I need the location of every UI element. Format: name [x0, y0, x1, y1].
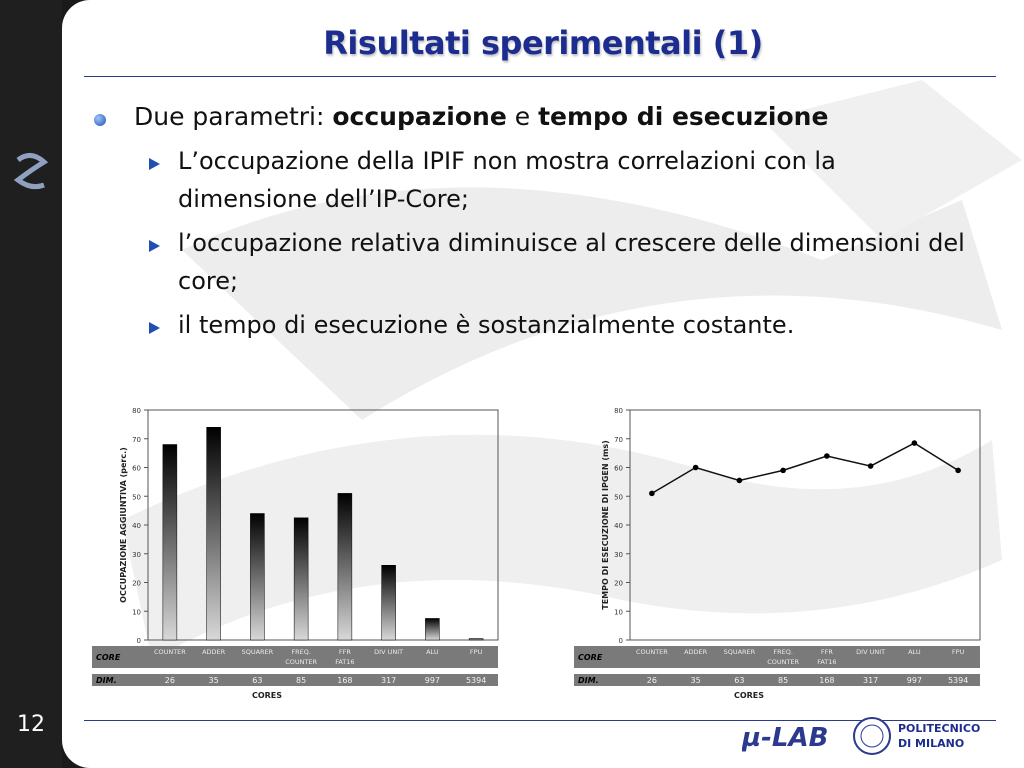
y-tick-label: 40: [614, 522, 623, 530]
y-tick-label: 40: [132, 522, 141, 530]
y-tick-label: 30: [614, 550, 623, 559]
y-tick-label: 80: [614, 407, 623, 415]
polimi-name-line1: POLITECNICO: [898, 722, 981, 735]
y-tick-label: 50: [132, 493, 141, 502]
x-category-label: ALU: [908, 648, 921, 656]
x-category-label: ADDER: [202, 648, 226, 656]
y-tick-label: 20: [132, 579, 141, 588]
dresd-logo: [14, 40, 48, 200]
bullet-sub-2-text: l’occupazione relativa diminuisce al crescere delle dimensioni del core;: [178, 229, 965, 295]
x-category-label: SQUARER: [241, 648, 274, 656]
x-category-label: FPU: [951, 648, 965, 656]
arrow-bullet-icon: [149, 240, 160, 252]
dim-value: 317: [862, 676, 879, 685]
dim-value: 63: [734, 676, 745, 685]
dim-value: 168: [819, 676, 835, 685]
bullet-main-prefix: Due parametri:: [134, 102, 333, 131]
x-category-label: FPU: [469, 648, 483, 656]
y-tick-label: 50: [614, 493, 623, 502]
bullet-sub-1-text: L’occupazione della IPIF non mostra correlazioni con la dimensione dell’IP-Core;: [178, 147, 836, 213]
data-point: [693, 465, 699, 471]
data-point: [824, 453, 830, 459]
x-axis-label: CORES: [733, 691, 765, 700]
x-category-label: FFR: [820, 648, 833, 656]
bullet-main: [94, 100, 974, 134]
x-category-label: ADDER: [684, 648, 708, 656]
dim-value: 997: [424, 676, 441, 685]
y-axis-label: OCCUPAZIONE AGGIUNTIVA (perc.): [119, 447, 128, 603]
bullet-sub-3-text: il tempo di esecuzione è sostanzialmente costante.: [178, 311, 795, 339]
x-category-label: DIV UNIT: [374, 648, 404, 656]
arrow-bullet-icon: [149, 322, 160, 334]
dim-value: 35: [690, 676, 701, 685]
footer-logos: [742, 714, 1002, 758]
dim-value: 63: [252, 676, 263, 685]
x-category-label: COUNTER: [285, 658, 318, 666]
data-point: [955, 468, 961, 474]
data-point: [649, 491, 655, 497]
mu-lab-logo: µ-LAB: [742, 723, 829, 753]
bullet-main-bold2: tempo di esecuzione: [538, 102, 829, 131]
y-tick-label: 60: [614, 464, 623, 473]
y-tick-label: 20: [614, 579, 623, 588]
plot-area: [630, 410, 980, 640]
slide-title: Risultati sperimentali (1): [323, 24, 763, 62]
x-category-label: DIV UNIT: [856, 648, 886, 656]
x-category-label: FAT16: [335, 658, 355, 666]
dim-value: 5394: [947, 676, 969, 685]
dim-value: 5394: [465, 676, 487, 685]
y-tick-label: 30: [132, 550, 141, 559]
core-row-label: CORE: [96, 653, 121, 662]
data-point: [780, 468, 786, 474]
data-point: [912, 440, 918, 446]
y-tick-label: 60: [132, 464, 141, 473]
x-category-label: COUNTER: [635, 648, 668, 656]
y-tick-label: 80: [132, 407, 141, 415]
data-point: [868, 463, 874, 469]
bullet-icon: [94, 114, 106, 126]
dim-value: 317: [380, 676, 397, 685]
x-category-label: ALU: [426, 648, 439, 656]
title-rule: [84, 76, 996, 77]
x-category-label: SQUARER: [723, 648, 756, 656]
occupazione-bar-chart: [88, 400, 508, 712]
dim-value: 26: [164, 676, 175, 685]
y-axis-label: TEMPO DI ESECUZIONE DI IPGEN (ms): [601, 440, 610, 610]
core-row-label: CORE: [578, 653, 603, 662]
dim-value: 85: [296, 676, 307, 685]
bar: [382, 565, 396, 640]
dim-value: 997: [906, 676, 923, 685]
arrow-bullet-icon: [149, 158, 160, 170]
side-bar: [0, 0, 62, 768]
dim-value: 85: [778, 676, 789, 685]
x-category-label: COUNTER: [767, 658, 800, 666]
y-tick-label: 70: [614, 435, 623, 444]
dim-value: 26: [646, 676, 657, 685]
x-category-label: FFR: [338, 648, 351, 656]
x-category-label: COUNTER: [153, 648, 186, 656]
bullet-sub-2: [94, 224, 974, 300]
bar: [207, 427, 221, 640]
bullet-sub-1: [94, 142, 974, 218]
bar: [469, 639, 483, 640]
polimi-seal-icon: [854, 718, 890, 754]
bar: [338, 493, 352, 640]
polimi-name-line2: DI MILANO: [898, 737, 965, 750]
bar: [250, 514, 264, 641]
bullet-main-bold1: occupazione: [332, 102, 507, 131]
x-category-label: FAT16: [817, 658, 837, 666]
x-axis-label: CORES: [251, 691, 283, 700]
bullet-sub-3: [94, 306, 974, 344]
bar: [163, 445, 177, 641]
bar: [425, 618, 439, 640]
bullet-list: [94, 100, 974, 350]
dim-row-label: DIM.: [96, 676, 117, 685]
dim-row-label: DIM.: [578, 676, 599, 685]
x-category-label: FREQ.: [773, 648, 793, 656]
x-category-label: FREQ.: [291, 648, 311, 656]
y-tick-label: 70: [132, 435, 141, 444]
bar: [294, 518, 308, 640]
slide-panel: [62, 0, 1024, 768]
bullet-main-mid: e: [506, 102, 539, 131]
dim-value: 35: [208, 676, 219, 685]
plot-area: [148, 410, 498, 640]
y-tick-label: 10: [614, 608, 623, 617]
tempo-line-chart: [570, 400, 990, 712]
y-tick-label: 0: [136, 637, 141, 645]
dim-value: 168: [337, 676, 353, 685]
y-tick-label: 0: [618, 637, 623, 645]
data-point: [737, 478, 743, 484]
y-tick-label: 10: [132, 608, 141, 617]
slide-number: 12: [17, 712, 45, 737]
